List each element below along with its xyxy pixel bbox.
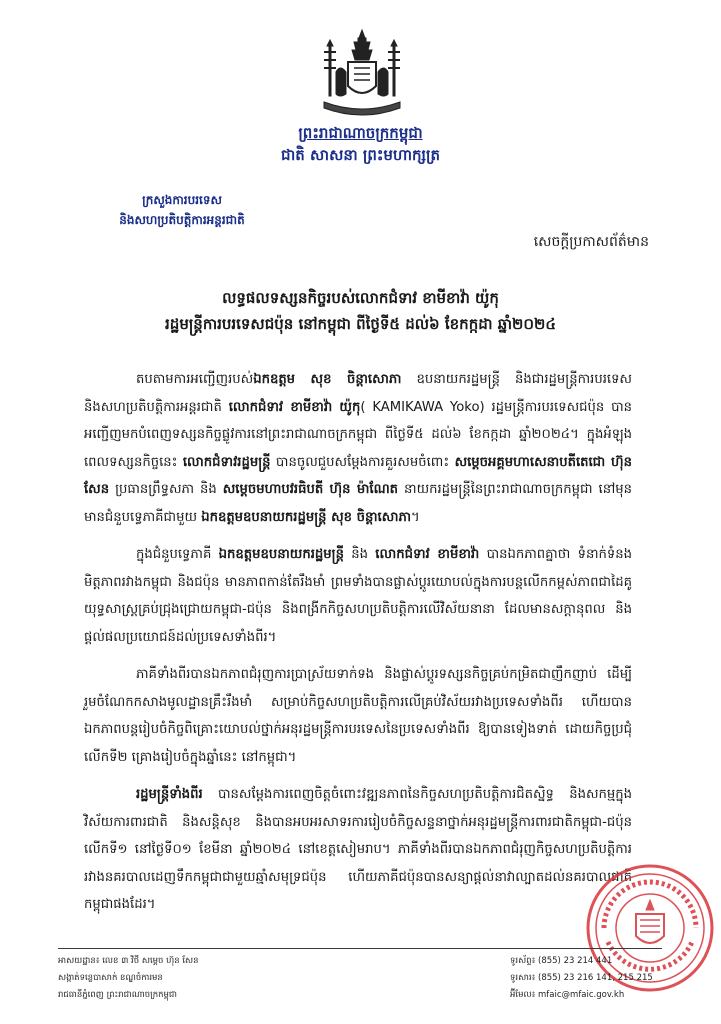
ministry-name-line1: ក្រសួងការបរទេស <box>142 193 222 207</box>
address-line1: អាសយដ្ឋាន៖ លេខ ៣ វិថី សម្ដេច ហ៊ុន សែន <box>58 956 199 966</box>
emphasis: រដ្ឋមន្ត្រីទាំងពីរ <box>136 787 203 802</box>
paragraph-3 <box>84 661 632 771</box>
address-line3: រាជធានីភ្នំពេញ ព្រះរាជាណាចក្រកម្ពុជា <box>58 990 177 1000</box>
footer-divider <box>58 948 662 949</box>
press-release-title <box>0 285 721 337</box>
text: ឧបនាយករដ្ឋមន្ត្រី និងជារដ្ឋមន្ត្រីការបរទេស និងសហប្រតិបត្តិការអន្តរជាតិ <box>84 372 632 415</box>
kingdom-name: ព្រះរាជាណាចក្រកម្ពុជា <box>298 124 423 142</box>
text: ( KAMIKAWA Yoko) រដ្ឋមន្ត្រីការបរទេសជប៉ុន បានអញ្ជើញមកបំពេញទស្សនកិច្ចផ្លូវការនៅព្រះរាជាណាចក្រកម្ពុជា ពីថ្ងៃទី៥ ដល់៦ ខែកក្កដា ឆ្នាំ២០២៤។ ក្នុងអំឡុងពេលទស្សនកិច្ចនេះ <box>84 399 632 470</box>
national-motto: ជាតិ សាសនា ព្រះមហាក្សត្រ <box>281 146 440 164</box>
text: ភាគីទាំងពីរបានឯកភាពជំរុញការប្រាស្រ័យទាក់ទង និងផ្លាស់ប្តូរទស្សនកិច្ចគ្រប់កម្រិតជាញឹកញាប់ ដើម្បីរួមចំណែកកសាងមូលដ្ឋានគ្រឹះរឹងមាំ សម្រាប់កិច្ចសហប្រតិបត្តិការលើគ្រប់វិស័យរវាងប្រទេសទាំងពីរ ហើយបានឯកភាពបន្តរៀបចំកិច្ចពិគ្រោះយោបល់ថ្នាក់អនុរដ្ឋមន្ត្រីការបរទេសនៃប្រទេសទាំងពីរ ឱ្យបានទៀងទាត់ ដោយកិច្ចប្រជុំលើកទី២ គ្រោងរៀបចំក្នុងឆ្នាំនេះ នៅកម្ពុជា។ <box>84 667 632 765</box>
text: ។ <box>411 509 420 525</box>
email: អ៊ីមែល៖ mfaic@mfaic.gov.kh <box>510 990 625 1000</box>
title-line1: លទ្ធផលទស្សនកិច្ចរបស់លោកជំទាវ ខាមីខាវ៉ា យ៉ូកុ <box>222 289 499 307</box>
text: បានសម្តែងការពេញចិត្តចំពោះវឌ្ឍនភាពនៃកិច្ចសហប្រតិបត្តិការជិតស្និទ្ធ និងសកម្មក្នុងវិស័យការពារជាតិ និងសន្តិសុខ និងបានអបអរសាទរការរៀបចំកិច្ចសន្ទនាថ្នាក់អនុរដ្ឋមន្ត្រីការពារជាតិកម្ពុជា-ជប៉ុន លើកទី១ នៅថ្ងៃទី០១ ខែមីនា ឆ្នាំ២០២៤ នៅខេត្តសៀមរាប។ ភាគីទាំងពីរបានឯកភាពជំរុញកិច្ចសហប្រតិបត្តិការរវាងនគរបាលដេញទឹកកម្ពុជាជាមួយឆ្មាំសមុទ្រជប៉ុន ហើយភាគីជប៉ុនបានសន្យាផ្តល់នាវាល្បាតដល់នគរបាលជាតិកម្ពុជាផងដែរ។ <box>84 787 632 912</box>
text: តបតាមការអញ្ជើញរបស់ <box>136 372 254 387</box>
text: ក្នុងជំនួបទ្វេភាគី <box>136 547 219 562</box>
emphasis: សម្ដេចអគ្គមហាសេនាបតីតេជោ ហ៊ុន សែន <box>84 454 632 497</box>
emphasis: ឯកឧត្តមឧបនាយករដ្ឋមន្ត្រី <box>218 547 344 562</box>
paragraph-1 <box>84 366 632 531</box>
emphasis: លោកជំទាវ ខាមីខាវ៉ា <box>375 547 480 562</box>
ministry-heading <box>62 190 302 230</box>
emphasis: សម្ដេចមហាបវរធិបតី ហ៊ុន ម៉ាណែត <box>222 482 399 497</box>
paragraph-2 <box>84 541 632 651</box>
address-line2: សង្កាត់ទន្លេបាសាក់ ខណ្ឌចំការមន <box>58 973 163 983</box>
telephone: ទូរស័ព្ទ៖ (855) 23 214 441 <box>510 956 613 966</box>
title-line2: រដ្ឋមន្ត្រីការបរទេសជប៉ុន នៅកម្ពុជា ពីថ្ងៃទី៥ ដល់៦ ខែកក្កដា ឆ្នាំ២០២៤ <box>165 315 556 333</box>
emphasis: លោកជំទាវរដ្ឋមន្ត្រី <box>182 454 271 470</box>
emphasis: ឯកឧត្តម សុខ ចិន្ដាសោភា <box>253 372 402 387</box>
kingdom-heading <box>0 122 721 166</box>
emphasis: ឯកឧត្តមឧបនាយករដ្ឋមន្ត្រី សុខ ចិន្ដាសោភា <box>201 509 412 525</box>
text: ប្រធានព្រឹទ្ធសភា និង <box>109 482 223 497</box>
text: បានចូលជួបសម្ដែងការគួរសមចំពោះ <box>270 454 455 470</box>
text: នាយករដ្ឋមន្ត្រីនៃព្រះរាជាណាចក្រកម្ពុជា នៅមុនមានជំនួបទ្វេភាគីជាមួយ <box>84 482 632 525</box>
fax: ទូរសារ៖ (855) 23 216 141, 215 215 <box>510 973 653 983</box>
document-type: សេចក្តីប្រកាសព័ត៌មាន <box>533 234 649 250</box>
text: បានឯកភាពគ្នាថា ទំនាក់ទំនងមិត្តភាពរវាងកម្ពុជា និងជប៉ុន មានភាពកាន់តែរឹងមាំ ព្រមទាំងបានផ្លាស់ប្តូរយោបល់ក្នុងការបន្តលើកកម្ពស់ភាពជាដៃគូយុទ្ធសាស្ត្រគ្រប់ជ្រុងជ្រោយកម្ពុជា-ជប៉ុន និងពង្រីកកិច្ចសហប្រតិបត្តិការលើវិស័យនានា ដែលមានសក្តានុពល និងផ្តល់ផលប្រយោជន៍ដល់ប្រទេសទាំងពីរ។ <box>84 547 632 645</box>
paragraph-4 <box>84 781 632 919</box>
ministry-name-line2: និងសហប្រតិបត្តិការអន្តរជាតិ <box>119 213 245 227</box>
emphasis: លោកជំទាវ ខាមីខាវ៉ា យ៉ូកុ <box>228 399 361 415</box>
footer-address <box>58 953 199 1004</box>
text: និង <box>343 547 376 562</box>
press-release-body <box>84 366 632 929</box>
royal-coat-of-arms-icon <box>314 28 410 120</box>
footer-contact <box>510 953 653 1004</box>
